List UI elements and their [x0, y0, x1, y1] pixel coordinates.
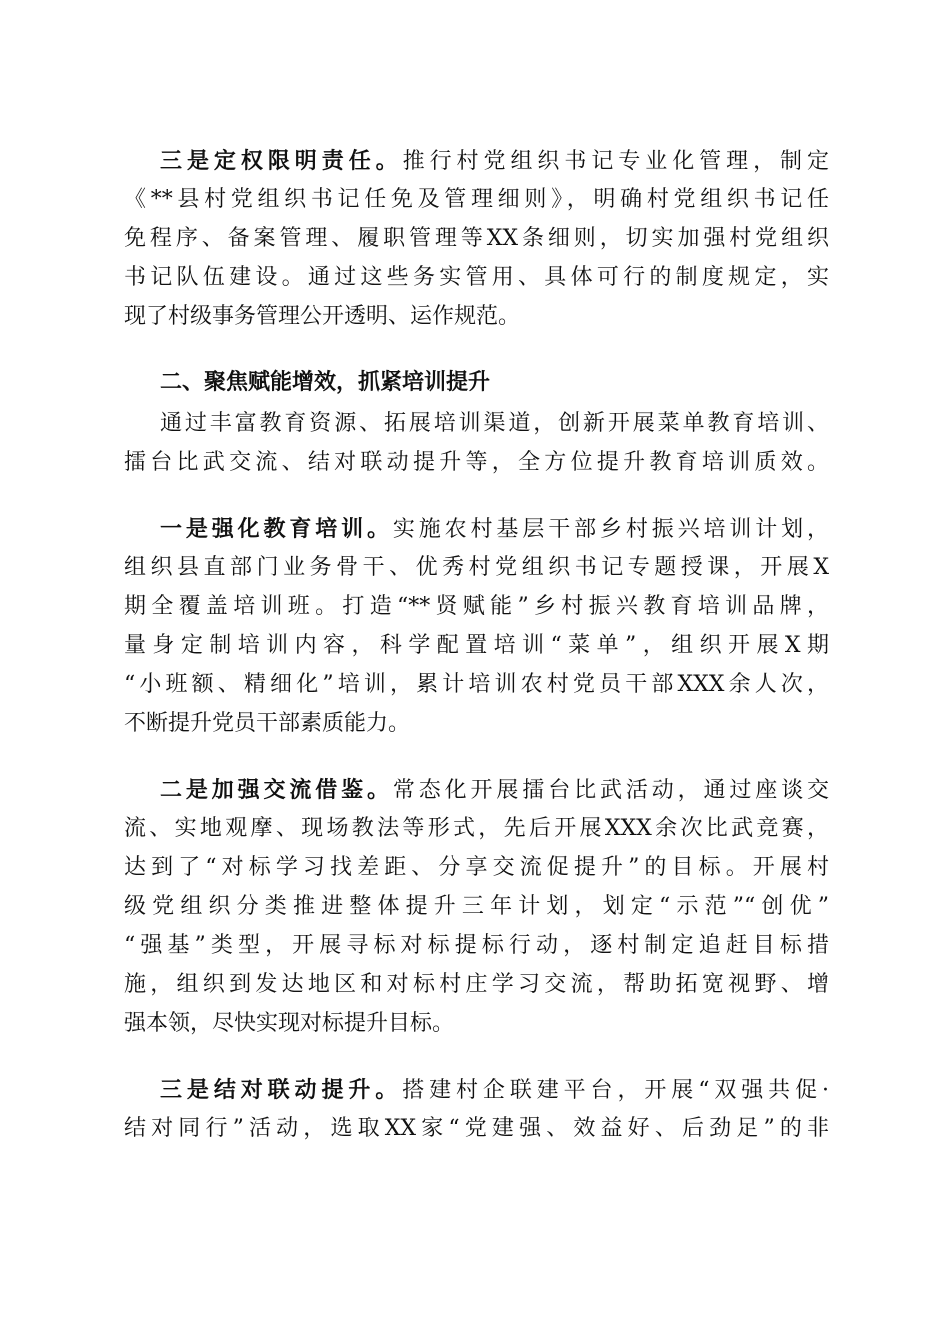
paragraph-lead: 一是强化教育培训。 [160, 516, 393, 542]
paragraph-text: 推行村党组织书记专业化管理，制定 [402, 149, 829, 174]
paragraph-line [160, 514, 829, 544]
paragraph-line [160, 775, 829, 805]
paragraph-line: 结对同行”活动，选取XX家“党建强、效益好、后劲足”的非 [124, 1116, 829, 1141]
paragraph-line [160, 146, 829, 176]
paragraph-lead: 三是定权限明责任。 [160, 148, 403, 174]
paragraph-lead: 二是加强交流借鉴。 [160, 777, 393, 803]
paragraph-line: 书记队伍建设。通过这些务实管用、具体可行的制度规定，实 [124, 265, 829, 290]
paragraph-line: 组织县直部门业务骨干、优秀村党组织书记专题授课，开展X [124, 555, 829, 580]
paragraph-line: 流、实地观摩、现场教法等形式，先后开展XXX余次比武竞赛， [124, 816, 829, 841]
paragraph-line: “强基”类型，开展寻标对标提标行动，逐村制定追赶目标措 [124, 933, 829, 958]
paragraph-line: 级党组织分类推进整体提升三年计划，划定“示范”“创优” [124, 894, 829, 919]
paragraph-line: 擂台比武交流、结对联动提升等，全方位提升教育培训质效。 [124, 450, 829, 475]
paragraph-text: 常态化开展擂台比武活动，通过座谈交 [392, 778, 829, 803]
paragraph-lead: 三是结对联动提升。 [160, 1077, 403, 1103]
paragraph-line: 不断提升党员干部素质能力。 [124, 711, 411, 736]
paragraph-line: 强本领，尽快实现对标提升目标。 [124, 1011, 455, 1036]
paragraph-line: 《**县村党组织书记任免及管理细则》，明确村党组织书记任 [124, 187, 829, 212]
paragraph-line: 通过丰富教育资源、拓展培训渠道，创新开展菜单教育培训、 [160, 411, 829, 436]
paragraph-text: 搭建村企联建平台，开展“双强共促· [402, 1078, 829, 1103]
paragraph-line: 期全覆盖培训班。打造“**贤赋能”乡村振兴教育培训品牌， [124, 594, 829, 619]
section-heading: 二、聚焦赋能增效，抓紧培训提升 [160, 370, 491, 395]
paragraph-line: 免程序、备案管理、履职管理等XX条细则，切实加强村党组织 [124, 226, 829, 251]
paragraph-text: 实施农村基层干部乡村振兴培训计划， [392, 517, 829, 542]
paragraph-line: 量身定制培训内容，科学配置培训“菜单”，组织开展X期 [124, 633, 829, 658]
paragraph-line: 现了村级事务管理公开透明、运作规范。 [124, 304, 521, 329]
paragraph-line: 达到了“对标学习找差距、分享交流促提升”的目标。开展村 [124, 855, 829, 880]
paragraph-line: 施，组织到发达地区和对标村庄学习交流，帮助拓宽视野、增 [124, 972, 829, 997]
paragraph-line: “小班额、精细化”培训，累计培训农村党员干部XXX余人次， [124, 672, 829, 697]
paragraph-line [160, 1075, 829, 1105]
